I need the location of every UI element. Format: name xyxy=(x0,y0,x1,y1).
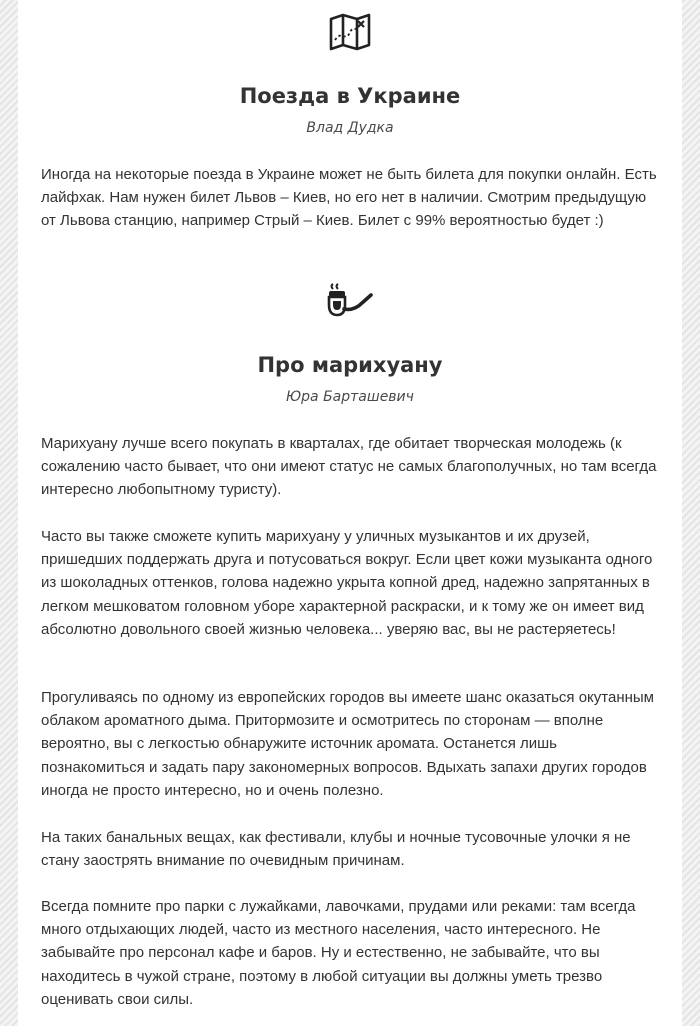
article-paragraph: Часто вы также сможете купить марихуану у уличных музыкантов и их друзей, пришедших поддержать друга и потусоваться вокруг. Если цвет кожи музыканта одного из шоколадных оттенков, голова надежно укрыта копной дред, надежно запрятанных в легком мешковатом головном уборе характерной раскраски, и к тому же он имеет вид абсолютно довольного своей жизнью человека... уверяю вас, вы не растеряетесь! xyxy=(41,528,653,638)
article-paragraph: Иногда на некоторые поезда в Украине может не быть билета для покупки онлайн. Есть лайфхак. Нам нужен билет Львов – Киев, но его нет в наличии. Смотрим предыдущую от Львова станцию, например Стрый – Киев. Билет с 99% вероятностью будет :) xyxy=(41,166,657,230)
article-paragraph: Всегда помните про парки с лужайками, лавочками, прудами или реками: там всегда много отдыхающих людей, часто из местного населения, часто интересного. Не забывайте про персонал кафе и баров. Ну и естественно, не забывайте, что вы находитесь в чужой стране, поэтому в любой ситуации вы должны уметь трезво оценивать свои силы. xyxy=(41,898,636,1008)
article-author: Влад Дудка xyxy=(306,120,394,136)
treasure-map-icon xyxy=(18,12,682,56)
article-paragraph: На таких банальных вещах, как фестивали, клубы и ночные тусовочные улочки я не стану заострять внимание по очевидным причинам. xyxy=(41,829,631,870)
article-title: Поезда в Украине xyxy=(239,84,461,108)
article-paragraph: Прогуливаясь по одному из европейских городов вы имеете шанс оказаться окутанным облаком ароматного дыма. Притормозите и осмотритесь по сторонам — вполне вероятно, вы с легкостью обнаружите источник аромата. Останется лишь познакомиться и задать пару закономерных вопросов. Вдыхать запахи других городов иногда не просто интересно, но и очень полезно. xyxy=(41,689,654,799)
article-paragraph: Марихуану лучше всего покупать в кварталах, где обитает творческая молодежь (к сожалению часто бывает, что они имеют статус не самых благополучных, но там всегда интересно любопытному туристу). xyxy=(41,435,657,499)
article-title: Про марихуану xyxy=(257,353,443,377)
article-author: Юра Барташевич xyxy=(286,389,414,405)
smoking-pipe-icon xyxy=(18,283,682,327)
content-page xyxy=(18,0,682,1026)
